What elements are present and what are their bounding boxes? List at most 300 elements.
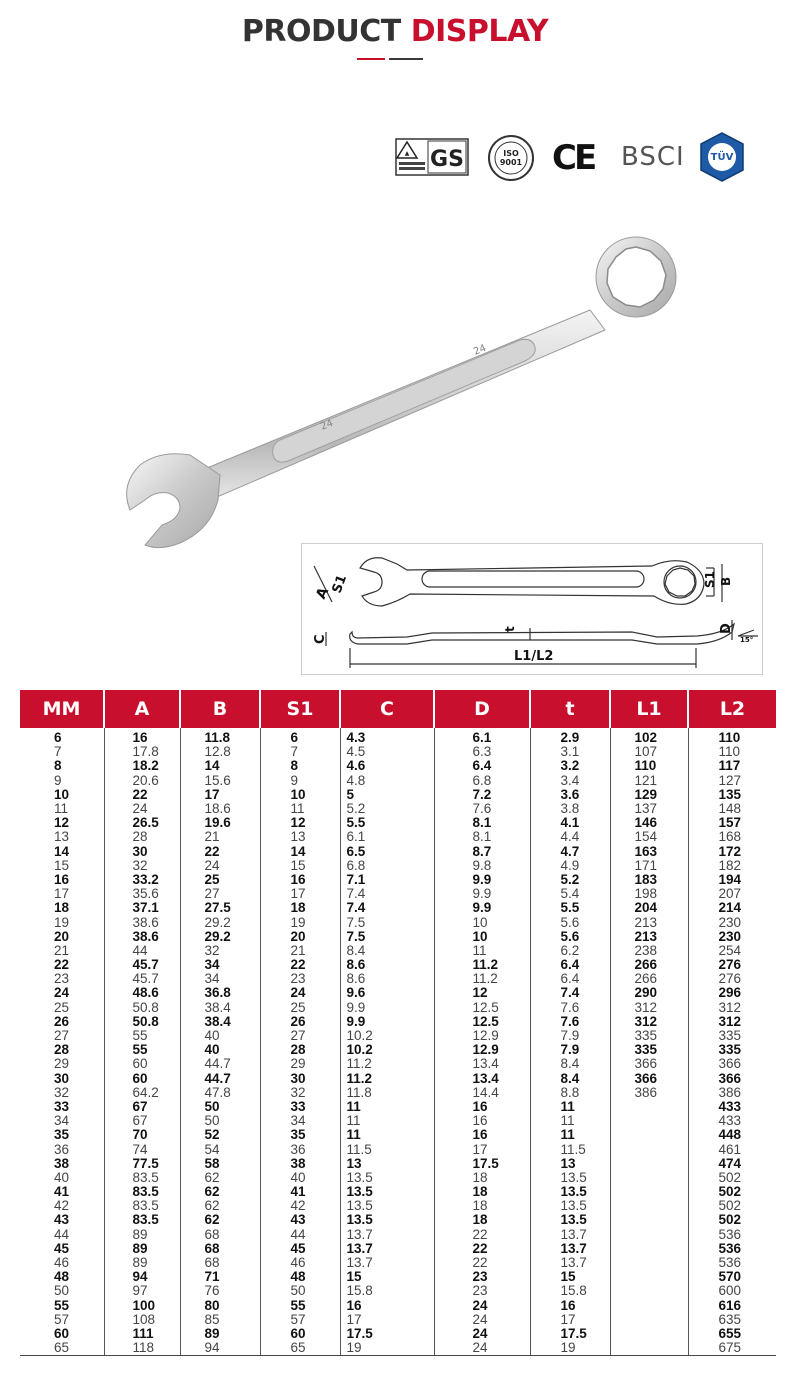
table-cell: 6 [260,728,340,745]
table-cell: 7.2 [434,788,530,802]
table-cell: 44.7 [180,1072,260,1086]
table-cell: 6.4 [530,958,610,972]
table-cell: 20.6 [104,774,180,788]
table-cell: 17.5 [530,1327,610,1341]
table-cell: 7.4 [340,901,434,915]
table-cell: 448 [688,1128,776,1142]
table-cell: 17 [340,1313,434,1327]
table-cell: 194 [688,873,776,887]
table-cell: 11 [434,944,530,958]
table-cell: 3.4 [530,774,610,788]
table-cell: 312 [688,1001,776,1015]
table-cell: 11.2 [434,958,530,972]
table-cell: 148 [688,802,776,816]
table-cell: 45 [54,1241,70,1256]
table-cell: 10.2 [340,1029,434,1043]
gs-mark-icon [395,138,469,176]
table-cell: 94 [180,1341,260,1356]
table-cell: 157 [688,816,776,830]
table-cell: 11 [530,1100,610,1114]
table-cell: 13.5 [530,1199,610,1213]
table-cell: 335 [688,1043,776,1057]
table-cell: 44.7 [180,1057,260,1071]
table-cell: 41 [260,1185,340,1199]
table-cell: 23 [54,972,70,987]
table-cell: 16 [54,872,70,887]
table-cell: 67 [104,1100,180,1114]
table-cell: 23 [434,1270,530,1284]
table-cell: 4.4 [530,830,610,844]
table-cell: 7.6 [530,1001,610,1015]
table-cell: 60 [104,1072,180,1086]
title-part-2: DISPLAY [410,14,549,49]
table-row [20,1029,776,1043]
table-cell: 27 [180,887,260,901]
table-cell: 675 [688,1341,776,1356]
table-cell: 536 [688,1228,776,1242]
table-cell: 9.9 [340,1015,434,1029]
table-cell: 8.4 [340,944,434,958]
table-cell: 38.4 [180,1001,260,1015]
table-cell: 48 [260,1270,340,1284]
table-cell: 43 [260,1213,340,1227]
table-cell: 213 [610,915,688,929]
table-row [20,1086,776,1100]
table-cell: 18 [434,1213,530,1227]
table-cell: 38.4 [180,1015,260,1029]
table-cell: 7.6 [530,1015,610,1029]
table-row [20,1043,776,1057]
table-cell: 55 [104,1029,180,1043]
table-cell: 32 [104,859,180,873]
table-cell: 19 [340,1341,434,1356]
table-cell: 182 [688,859,776,873]
table-cell: 30 [260,1072,340,1086]
table-row [20,1157,776,1171]
title-underline [357,58,425,60]
table-cell: 22 [434,1242,530,1256]
table-cell: 168 [688,830,776,844]
table-cell: 35 [54,1128,70,1143]
table-cell: 17 [180,788,260,802]
table-cell: 17 [260,887,340,901]
table-cell: 97 [104,1284,180,1298]
table-cell: 60 [260,1327,340,1341]
table-row [20,1015,776,1029]
table-row [20,788,776,802]
table-cell [610,1114,688,1128]
label-angle: 15° [740,636,754,644]
table-cell: 6.4 [530,972,610,986]
table-cell: 40 [180,1043,260,1057]
table-cell: 12.5 [434,1001,530,1015]
table-cell: 4.6 [340,759,434,773]
table-cell: 7.4 [530,986,610,1000]
table-cell: 41 [54,1185,70,1200]
table-cell: 135 [688,788,776,802]
table-row [20,1341,776,1356]
table-row [20,1313,776,1327]
underline-dark [389,58,423,60]
table-cell [610,1213,688,1227]
table-cell: 30 [104,845,180,859]
table-cell: 238 [610,944,688,958]
table-cell: 17.8 [104,745,180,759]
table-cell: 276 [688,958,776,972]
table-cell [610,1100,688,1114]
table-row [20,1001,776,1015]
table-cell: 11 [530,1128,610,1142]
table-cell: 16 [530,1299,610,1313]
table-cell: 16 [434,1100,530,1114]
table-cell: 117 [688,759,776,773]
table-cell: 52 [180,1128,260,1142]
table-cell: 24 [434,1313,530,1327]
table-row [20,1128,776,1142]
table-cell: 6.8 [340,859,434,873]
svg-text:9001: 9001 [499,158,523,167]
table-cell: 28 [104,830,180,844]
label-l1-l2: L1/L2 [514,649,554,664]
table-cell: 204 [610,901,688,915]
table-cell: 28 [54,1043,70,1058]
table-cell [610,1199,688,1213]
table-cell: 89 [104,1256,180,1270]
table-cell: 62 [180,1171,260,1185]
table-cell: 44 [104,944,180,958]
table-cell: 29 [260,1057,340,1071]
table-cell: 7.6 [434,802,530,816]
table-cell: 16 [104,728,180,745]
tuv-text: TÜV [710,152,734,163]
table-cell: 502 [688,1213,776,1227]
table-row [20,1256,776,1270]
table-cell: 44 [54,1227,70,1242]
table-cell: 83.5 [104,1185,180,1199]
table-cell: 11 [530,1114,610,1128]
table-cell [610,1299,688,1313]
table-cell: 13.5 [340,1199,434,1213]
table-cell: 13.7 [530,1256,610,1270]
table-cell [610,1171,688,1185]
table-cell: 12 [260,816,340,830]
table-cell: 7.9 [530,1029,610,1043]
table-cell: 9.8 [434,859,530,873]
table-cell: 24 [54,986,70,1001]
table-cell: 461 [688,1142,776,1156]
table-cell: 6 [54,730,62,746]
header-t: t [530,690,610,728]
table-cell: 13.7 [530,1228,610,1242]
table-row [20,873,776,887]
table-cell: 536 [688,1256,776,1270]
table-cell: 24 [180,859,260,873]
table-cell: 14 [54,844,70,859]
table-cell: 9 [54,773,62,788]
table-cell: 68 [180,1256,260,1270]
table-cell: 20 [260,930,340,944]
table-cell: 35 [260,1128,340,1142]
table-cell: 183 [610,873,688,887]
table-row [20,1142,776,1156]
table-cell: 266 [610,958,688,972]
table-cell: 127 [688,774,776,788]
table-cell: 4.7 [530,845,610,859]
table-cell: 312 [688,1015,776,1029]
table-cell: 15.6 [180,774,260,788]
table-row [20,944,776,958]
certification-marks [395,132,755,184]
label-t: t [503,626,517,632]
table-cell [610,1228,688,1242]
table-row [20,1327,776,1341]
table-row [20,728,776,745]
table-cell: 7 [54,745,62,760]
table-cell: 4.5 [340,745,434,759]
table-cell: 29 [54,1057,70,1072]
table-cell: 22 [104,788,180,802]
table-cell: 24 [434,1327,530,1341]
table-row [20,1284,776,1298]
table-cell: 22 [434,1256,530,1270]
table-cell: 38 [54,1156,70,1171]
table-cell: 64.2 [104,1086,180,1100]
header-c: C [340,690,434,728]
table-cell: 17 [434,1142,530,1156]
table-cell [610,1270,688,1284]
table-cell: 10 [54,787,70,802]
table-cell: 6.8 [434,774,530,788]
table-cell: 15 [54,858,70,873]
table-cell: 83.5 [104,1213,180,1227]
table-cell: 18.2 [104,759,180,773]
table-cell: 9.9 [434,887,530,901]
table-cell: 50 [260,1284,340,1298]
table-cell: 47.8 [180,1086,260,1100]
label-d: D [719,623,734,634]
iso9001-mark-icon [487,134,535,182]
table-cell: 14.4 [434,1086,530,1100]
table-row [20,802,776,816]
table-cell [610,1157,688,1171]
table-cell: 111 [104,1327,180,1341]
table-cell: 100 [104,1299,180,1313]
table-cell: 230 [688,930,776,944]
table-cell: 8.4 [530,1072,610,1086]
table-cell: 8.1 [434,830,530,844]
table-cell: 118 [104,1341,180,1356]
table-cell: 171 [610,859,688,873]
table-cell: 11 [340,1114,434,1128]
table-cell: 10 [434,915,530,929]
table-cell: 6.2 [530,944,610,958]
table-cell: 27 [260,1029,340,1043]
table-cell: 14 [180,759,260,773]
table-cell: 62 [180,1185,260,1199]
table-cell: 12.8 [180,745,260,759]
table-cell: 29.2 [180,930,260,944]
label-b: B [719,576,733,586]
header-s1: S1 [260,690,340,728]
table-cell: 13.5 [340,1171,434,1185]
label-s1-left: S1 [329,572,351,596]
table-cell: 23 [434,1284,530,1298]
table-cell: 85 [180,1313,260,1327]
table-cell: 33 [260,1100,340,1114]
table-cell: 7.9 [530,1043,610,1057]
svg-text:24: 24 [319,417,335,433]
table-row [20,915,776,929]
table-cell: 28 [260,1043,340,1057]
table-cell: 57 [54,1312,70,1327]
table-cell: 502 [688,1171,776,1185]
table-cell: 36 [54,1142,70,1157]
table-cell: 11.2 [340,1072,434,1086]
table-cell: 89 [104,1228,180,1242]
table-cell: 57 [260,1313,340,1327]
table-cell: 102 [610,728,688,745]
table-cell: 8 [54,759,62,774]
table-cell: 21 [180,830,260,844]
table-cell: 22 [54,958,70,973]
table-row [20,1072,776,1086]
table-cell: 17.5 [340,1327,434,1341]
table-cell: 163 [610,845,688,859]
table-cell: 68 [180,1242,260,1256]
svg-text:▲: ▲ [404,150,410,157]
table-cell: 16 [260,873,340,887]
table-cell: 17 [54,887,70,902]
table-cell: 13.7 [340,1256,434,1270]
table-cell: 13 [260,830,340,844]
table-cell: 13.7 [340,1242,434,1256]
table-cell: 8.6 [340,958,434,972]
table-cell: 121 [610,774,688,788]
table-cell: 13 [54,830,70,845]
underline-red [357,58,385,60]
table-cell: 12.5 [434,1015,530,1029]
table-cell: 17 [530,1313,610,1327]
table-row [20,816,776,830]
table-cell: 107 [610,745,688,759]
table-cell: 24 [434,1299,530,1313]
table-row [20,745,776,759]
table-cell: 7.5 [340,930,434,944]
table-cell: 94 [104,1270,180,1284]
table-cell: 296 [688,986,776,1000]
table-cell: 11 [340,1128,434,1142]
table-cell: 70 [104,1128,180,1142]
table-cell: 11 [340,1100,434,1114]
table-row [20,972,776,986]
table-cell: 7 [260,745,340,759]
table-row [20,859,776,873]
table-cell: 266 [610,972,688,986]
table-cell: 21 [260,944,340,958]
header-l2: L2 [688,690,776,728]
table-cell: 83.5 [104,1171,180,1185]
table-cell: 25 [260,1001,340,1015]
table-cell: 30 [54,1071,70,1086]
table-cell [610,1242,688,1256]
table-cell: 71 [180,1270,260,1284]
table-cell: 213 [610,930,688,944]
table-cell: 8.6 [340,972,434,986]
table-cell [610,1142,688,1156]
table-cell: 6.5 [340,845,434,859]
table-cell: 45.7 [104,958,180,972]
dimension-diagram [302,544,762,674]
table-cell: 29.2 [180,915,260,929]
table-cell: 10 [260,788,340,802]
table-cell: 55 [54,1298,70,1313]
table-cell [610,1284,688,1298]
table-cell: 13.7 [530,1242,610,1256]
table-cell: 214 [688,901,776,915]
table-cell: 11.5 [340,1142,434,1156]
table-cell: 24 [434,1341,530,1356]
table-cell: 9.6 [340,986,434,1000]
table-cell: 18 [434,1199,530,1213]
table-cell: 18 [434,1185,530,1199]
table-cell: 570 [688,1270,776,1284]
svg-text:24: 24 [472,342,488,358]
header-a: A [104,690,180,728]
table-row [20,1299,776,1313]
table-cell: 4.8 [340,774,434,788]
table-cell: 26 [260,1015,340,1029]
tuv-mark-icon [697,132,747,182]
table-cell: 45 [260,1242,340,1256]
table-cell: 19 [54,915,70,930]
table-cell: 32 [180,944,260,958]
table-cell: 207 [688,887,776,901]
table-cell: 48 [54,1270,70,1285]
spec-table [20,690,776,1356]
table-cell: 74 [104,1142,180,1156]
table-cell: 7.5 [340,915,434,929]
table-cell: 34 [180,958,260,972]
table-cell: 38 [260,1157,340,1171]
table-cell: 54 [180,1142,260,1156]
table-cell: 3.8 [530,802,610,816]
table-cell: 230 [688,915,776,929]
table-cell: 42 [54,1199,70,1214]
table-cell: 67 [104,1114,180,1128]
table-cell: 5.5 [530,901,610,915]
header-mm: MM [20,690,104,728]
table-cell: 36.8 [180,986,260,1000]
table-cell: 4.3 [340,728,434,745]
table-cell [610,1185,688,1199]
table-cell: 15 [530,1270,610,1284]
label-s1-right: S1 [703,571,717,588]
gs-text: GS [430,147,464,172]
table-cell: 65 [260,1341,340,1356]
table-cell: 25 [180,873,260,887]
table-cell: 11.8 [180,728,260,745]
table-cell: 16 [434,1114,530,1128]
table-cell: 366 [610,1057,688,1071]
table-cell: 10.2 [340,1043,434,1057]
table-cell: 5.6 [530,930,610,944]
table-cell: 38.6 [104,930,180,944]
table-cell: 110 [610,759,688,773]
table-cell: 5.2 [340,802,434,816]
table-cell [610,1341,688,1356]
table-cell: 9 [260,774,340,788]
table-cell: 13 [530,1157,610,1171]
